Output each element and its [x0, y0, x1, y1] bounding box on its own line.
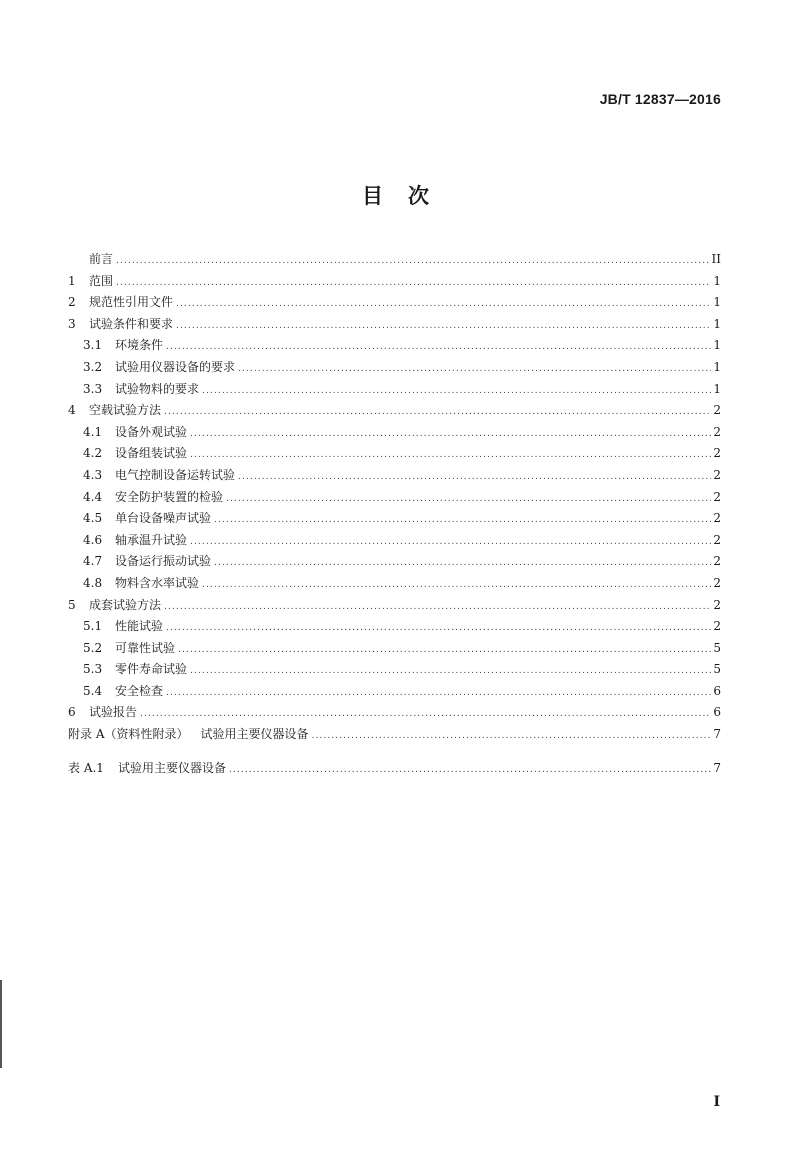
dot-leader — [166, 683, 711, 705]
toc-entry[interactable] — [68, 702, 721, 724]
dot-leader — [116, 273, 711, 295]
toc-entry-number: 4.5 — [83, 511, 103, 526]
toc-entry-number: 4.3 — [83, 467, 103, 482]
toc-entry-number: 3 — [68, 316, 76, 331]
toc-entry[interactable] — [68, 638, 721, 660]
toc-entry[interactable] — [68, 487, 721, 509]
dot-leader — [214, 510, 711, 532]
toc-entry-label: 空载试验方法 — [89, 403, 162, 418]
toc-entry-label: 设备组装试验 — [115, 446, 188, 461]
toc-entry-number: 6 — [68, 705, 76, 720]
toc-entry-page: 2 — [713, 403, 721, 418]
toc-entry-number: 5.1 — [83, 619, 103, 634]
toc-entry-number: 2 — [68, 295, 76, 310]
toc-entry-number: 4.8 — [83, 575, 103, 590]
toc-entry-label: 轴承温升试验 — [115, 532, 188, 547]
toc-entry-page: 1 — [713, 316, 721, 331]
toc-entry[interactable] — [68, 357, 721, 379]
dot-leader — [164, 597, 711, 619]
toc-entry-label: 前言 — [89, 252, 114, 266]
toc-entry-label: 性能试验 — [115, 619, 164, 634]
toc-entry-page: 2 — [713, 619, 721, 634]
table-of-contents — [68, 249, 721, 779]
toc-entry-label: 设备运行振动试验 — [115, 554, 212, 569]
dot-leader — [226, 489, 711, 511]
toc-entry[interactable] — [68, 616, 721, 638]
toc-entry[interactable] — [68, 530, 721, 552]
toc-entry-page: 2 — [713, 424, 721, 439]
toc-entry-label: 成套试验方法 — [89, 597, 162, 612]
dot-leader — [166, 337, 711, 359]
toc-entry-label: 单台设备噪声试验 — [115, 511, 212, 526]
dot-leader — [140, 704, 711, 726]
toc-entry-number: 4.4 — [83, 489, 103, 504]
dot-leader — [190, 424, 711, 446]
toc-entry[interactable] — [68, 379, 721, 401]
toc-entry-number: 3.1 — [83, 338, 103, 353]
toc-entry-number: 5.3 — [83, 662, 103, 677]
toc-entry-page: II — [711, 252, 721, 266]
dot-leader — [190, 532, 711, 554]
toc-entry-page: 2 — [713, 597, 721, 612]
toc-entry-page: 1 — [713, 381, 721, 396]
dot-leader — [164, 402, 711, 424]
toc-entry-label: 范围 — [89, 273, 114, 288]
toc-entry-number: 4.2 — [83, 446, 103, 461]
scan-edge-mark — [0, 980, 2, 1068]
toc-entry[interactable] — [68, 465, 721, 487]
toc-entry[interactable] — [68, 443, 721, 465]
dot-leader — [202, 381, 711, 403]
toc-entry-label: 试验报告 — [89, 705, 138, 720]
dot-leader — [202, 575, 711, 597]
toc-entry-page: 1 — [713, 338, 721, 353]
toc-entry[interactable] — [68, 292, 721, 314]
standard-number: JB/T 12837—2016 — [599, 91, 721, 107]
dot-leader — [214, 553, 711, 575]
toc-entry[interactable] — [68, 314, 721, 336]
dot-leader — [190, 661, 711, 683]
toc-entry-number: 4 — [68, 403, 76, 418]
toc-entry-number: 5.2 — [83, 640, 103, 655]
toc-entry-label: 物料含水率试验 — [115, 575, 200, 590]
toc-entry[interactable] — [68, 551, 721, 573]
toc-entry-label: 试验物料的要求 — [115, 381, 200, 396]
toc-entry[interactable] — [68, 335, 721, 357]
dot-leader — [229, 760, 711, 782]
toc-entry[interactable] — [68, 758, 721, 780]
toc-entry-page: 2 — [713, 446, 721, 461]
toc-entry-page: 1 — [713, 295, 721, 310]
dot-leader — [116, 251, 710, 273]
toc-entry-label: 规范性引用文件 — [89, 295, 174, 310]
dot-leader — [178, 640, 711, 662]
toc-entry[interactable] — [68, 595, 721, 617]
toc-entry-label: 零件寿命试验 — [115, 662, 188, 677]
toc-entry[interactable] — [68, 400, 721, 422]
toc-entry-page: 7 — [713, 760, 721, 775]
toc-entry-number: 4.7 — [83, 554, 103, 569]
toc-entry-label: 试验用主要仪器设备 — [117, 760, 226, 775]
toc-entry-number: 5 — [68, 597, 76, 612]
toc-entry-number: 3.2 — [83, 359, 103, 374]
toc-entry-page: 1 — [713, 273, 721, 288]
toc-entry-number: 3.3 — [83, 381, 103, 396]
dot-leader — [166, 618, 711, 640]
page-number: I — [713, 1094, 720, 1110]
toc-entry-number: 4.1 — [83, 424, 103, 439]
dot-leader — [238, 359, 711, 381]
toc-entry-label: 设备外观试验 — [115, 424, 188, 439]
toc-entry-page: 2 — [713, 511, 721, 526]
toc-entry-number: 5.4 — [83, 683, 103, 698]
toc-entry-label: 环境条件 — [115, 338, 164, 353]
toc-entry-page: 6 — [713, 705, 721, 720]
toc-entry-number: 表 A.1 — [68, 760, 104, 775]
dot-leader — [312, 726, 712, 748]
toc-entry-page: 6 — [713, 683, 721, 698]
toc-entry-page: 2 — [713, 467, 721, 482]
toc-entry-page: 1 — [713, 359, 721, 374]
toc-entry[interactable] — [68, 681, 721, 703]
toc-entry-page: 7 — [713, 727, 721, 742]
dot-leader — [176, 294, 711, 316]
toc-entry-page: 5 — [713, 640, 721, 655]
toc-entry[interactable] — [68, 573, 721, 595]
toc-entry[interactable] — [68, 271, 721, 293]
toc-entry-label: 试验用仪器设备的要求 — [115, 359, 236, 374]
toc-entry-label: 试验条件和要求 — [89, 316, 174, 331]
toc-entry[interactable] — [68, 659, 721, 681]
toc-entry-number: 4.6 — [83, 532, 103, 547]
toc-entry-label: 安全防护装置的检验 — [115, 489, 224, 504]
toc-entry-label: 试验用主要仪器设备 — [200, 727, 309, 742]
toc-entry-number: 1 — [68, 273, 76, 288]
toc-entry[interactable] — [68, 508, 721, 530]
toc-entry-label: 可靠性试验 — [115, 640, 176, 655]
toc-entry-label: 电气控制设备运转试验 — [115, 467, 236, 482]
toc-entry[interactable] — [68, 249, 721, 271]
toc-entry-page: 2 — [713, 489, 721, 504]
toc-entry-label: 安全检查 — [115, 683, 164, 698]
dot-leader — [176, 316, 711, 338]
dot-leader — [238, 467, 711, 489]
dot-leader — [190, 445, 711, 467]
toc-entry-number: 附录 A（资料性附录） — [68, 727, 189, 742]
toc-entry-page: 5 — [713, 662, 721, 677]
toc-entry-page: 2 — [713, 554, 721, 569]
toc-entry[interactable] — [68, 724, 721, 746]
toc-entry-page: 2 — [713, 575, 721, 590]
toc-entry[interactable] — [68, 422, 721, 444]
page-title: 目 次 — [362, 184, 431, 208]
toc-entry-page: 2 — [713, 532, 721, 547]
